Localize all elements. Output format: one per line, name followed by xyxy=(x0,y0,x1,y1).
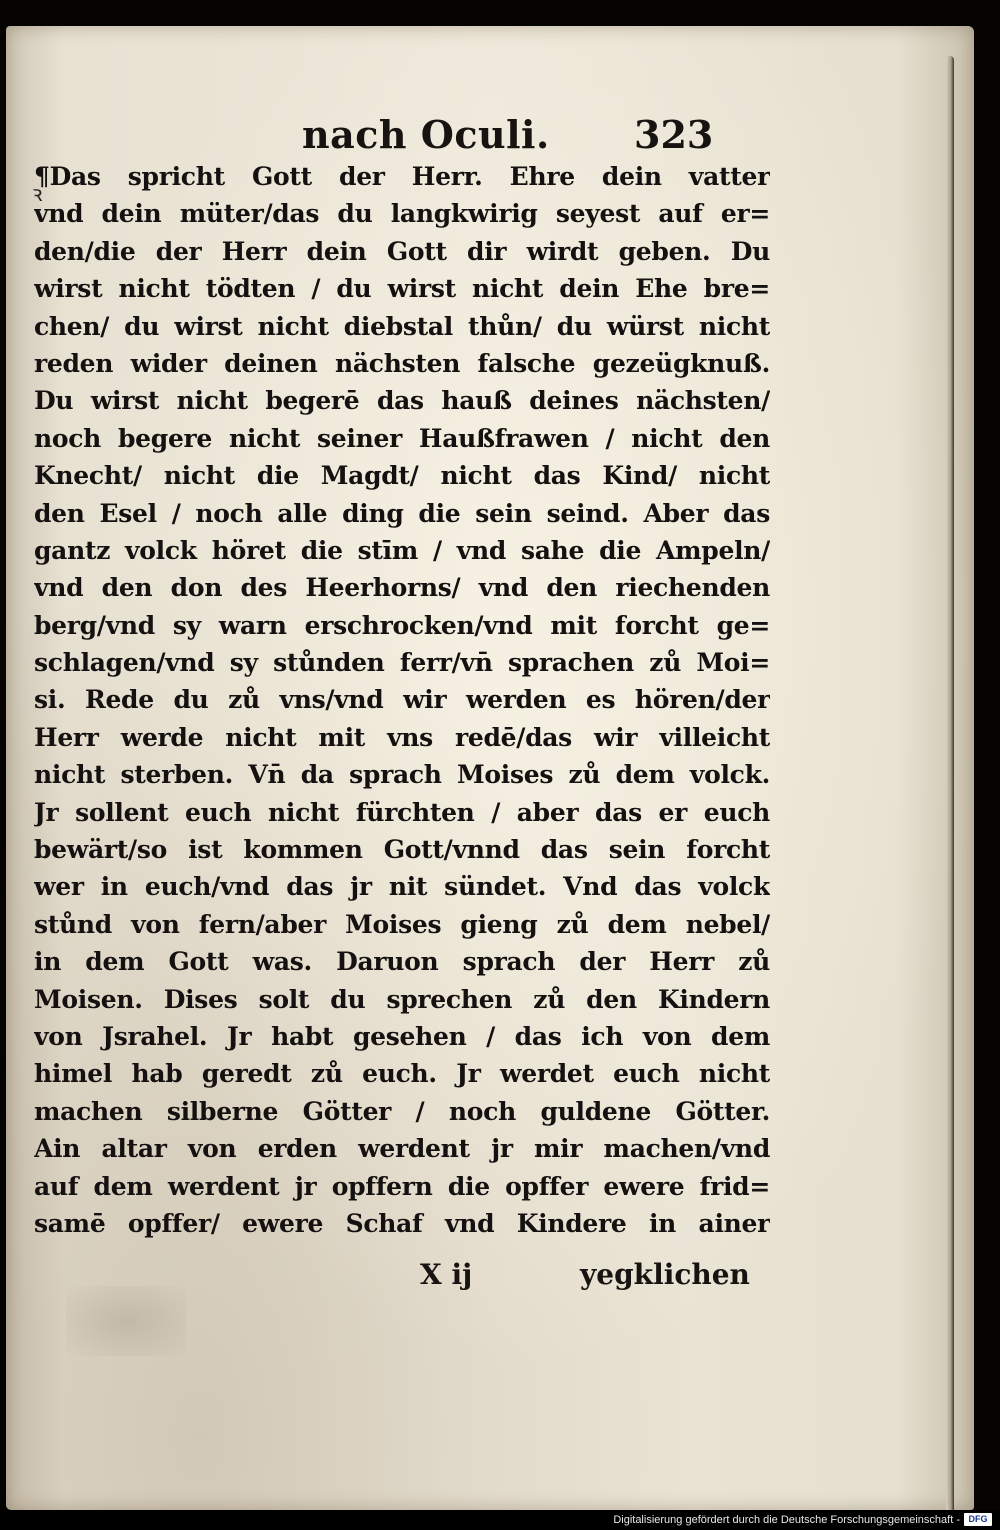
text-line: si. Rede du zů vns/vnd wir werden es hören/der xyxy=(34,685,770,715)
text-line: noch begere nicht seiner Haußfrawen / nicht den xyxy=(34,423,770,453)
text-line: wirst nicht tödten / du wirst nicht dein Ehe bre= xyxy=(34,274,770,304)
text-line: machen silberne Götter / noch guldene Götter. xyxy=(34,1096,770,1126)
text-line: Du wirst nicht begerē das hauß deines nächsten/ xyxy=(34,386,770,416)
text-line: chen/ du wirst nicht diebstal thůn/ du würst nicht xyxy=(34,311,770,341)
margin-mark: ꝛ xyxy=(32,182,43,207)
text-line: vnd den don des Heerhorns/ vnd den riechenden xyxy=(34,573,770,603)
text-line: Knecht/ nicht die Magdt/ nicht das Kind/ nicht xyxy=(34,461,770,491)
text-line: Moisen. Dises solt du sprechen zů den Kindern xyxy=(34,984,770,1014)
text-line: gantz volck höret die stīm / vnd sahe die Ampeln/ xyxy=(34,535,770,565)
text-line: vnd dein müter/das du langkwirig seyest auf er= xyxy=(34,199,770,229)
text-line: ¶Das spricht Gott der Herr. Ehre dein vatter xyxy=(34,162,770,191)
text-line: reden wider deinen nächsten falsche gezeügknuß. xyxy=(34,348,770,378)
text-line: samē opffer/ ewere Schaf vnd Kindere in ainer xyxy=(34,1208,770,1238)
text-line: berg/vnd sy warn erschrocken/vnd mit forcht ge= xyxy=(34,610,770,640)
text-line: wer in euch/vnd das jr nit sündet. Vnd das volck xyxy=(34,872,770,902)
book-page xyxy=(6,26,974,1510)
text-block xyxy=(34,158,770,1242)
funding-credit: Digitalisierung gefördert durch die Deutsche Forschungsgemeinschaft - xyxy=(613,1514,960,1526)
text-line: Herr werde nicht mit vns redē/das wir villeicht xyxy=(34,722,770,752)
text-line: stůnd von fern/aber Moises gieng zů dem nebel/ xyxy=(34,909,770,939)
text-line: von Jsrahel. Jr habt gesehen / das ich von dem xyxy=(34,1021,770,1051)
page-edge xyxy=(946,56,954,1530)
text-line: bewärt/so ist kommen Gott/vnnd das sein forcht xyxy=(34,835,770,865)
text-line: nicht sterben. Vn̄ da sprach Moises zů dem volck. xyxy=(34,760,770,790)
text-line: schlagen/vnd sy stůnden ferr/vn̄ sprachen zů Moi= xyxy=(34,648,770,678)
signature-mark: X ij xyxy=(420,1258,473,1291)
running-title: nach Oculi. xyxy=(302,112,550,157)
text-line: in dem Gott was. Daruon sprach der Herr zů xyxy=(34,947,770,977)
text-line: den/die der Herr dein Gott dir wirdt geben. Du xyxy=(34,236,770,266)
catchword: yegklichen xyxy=(580,1258,750,1291)
ink-smudge xyxy=(66,1286,186,1356)
text-line: Ain altar von erden werdent jr mir machen/vnd xyxy=(34,1134,770,1164)
dfg-logo-icon: DFG xyxy=(964,1513,992,1526)
credit-bar xyxy=(0,1510,1000,1530)
text-line: den Esel / noch alle ding die sein seind. Aber das xyxy=(34,498,770,528)
text-line: Jr sollent euch nicht fürchten / aber das er euch xyxy=(34,797,770,827)
text-line: himel hab geredt zů euch. Jr werdet euch nicht xyxy=(34,1059,770,1089)
text-line: auf dem werdent jr opffern die opffer ewere frid= xyxy=(34,1171,770,1201)
folio-number: 323 xyxy=(634,112,714,157)
